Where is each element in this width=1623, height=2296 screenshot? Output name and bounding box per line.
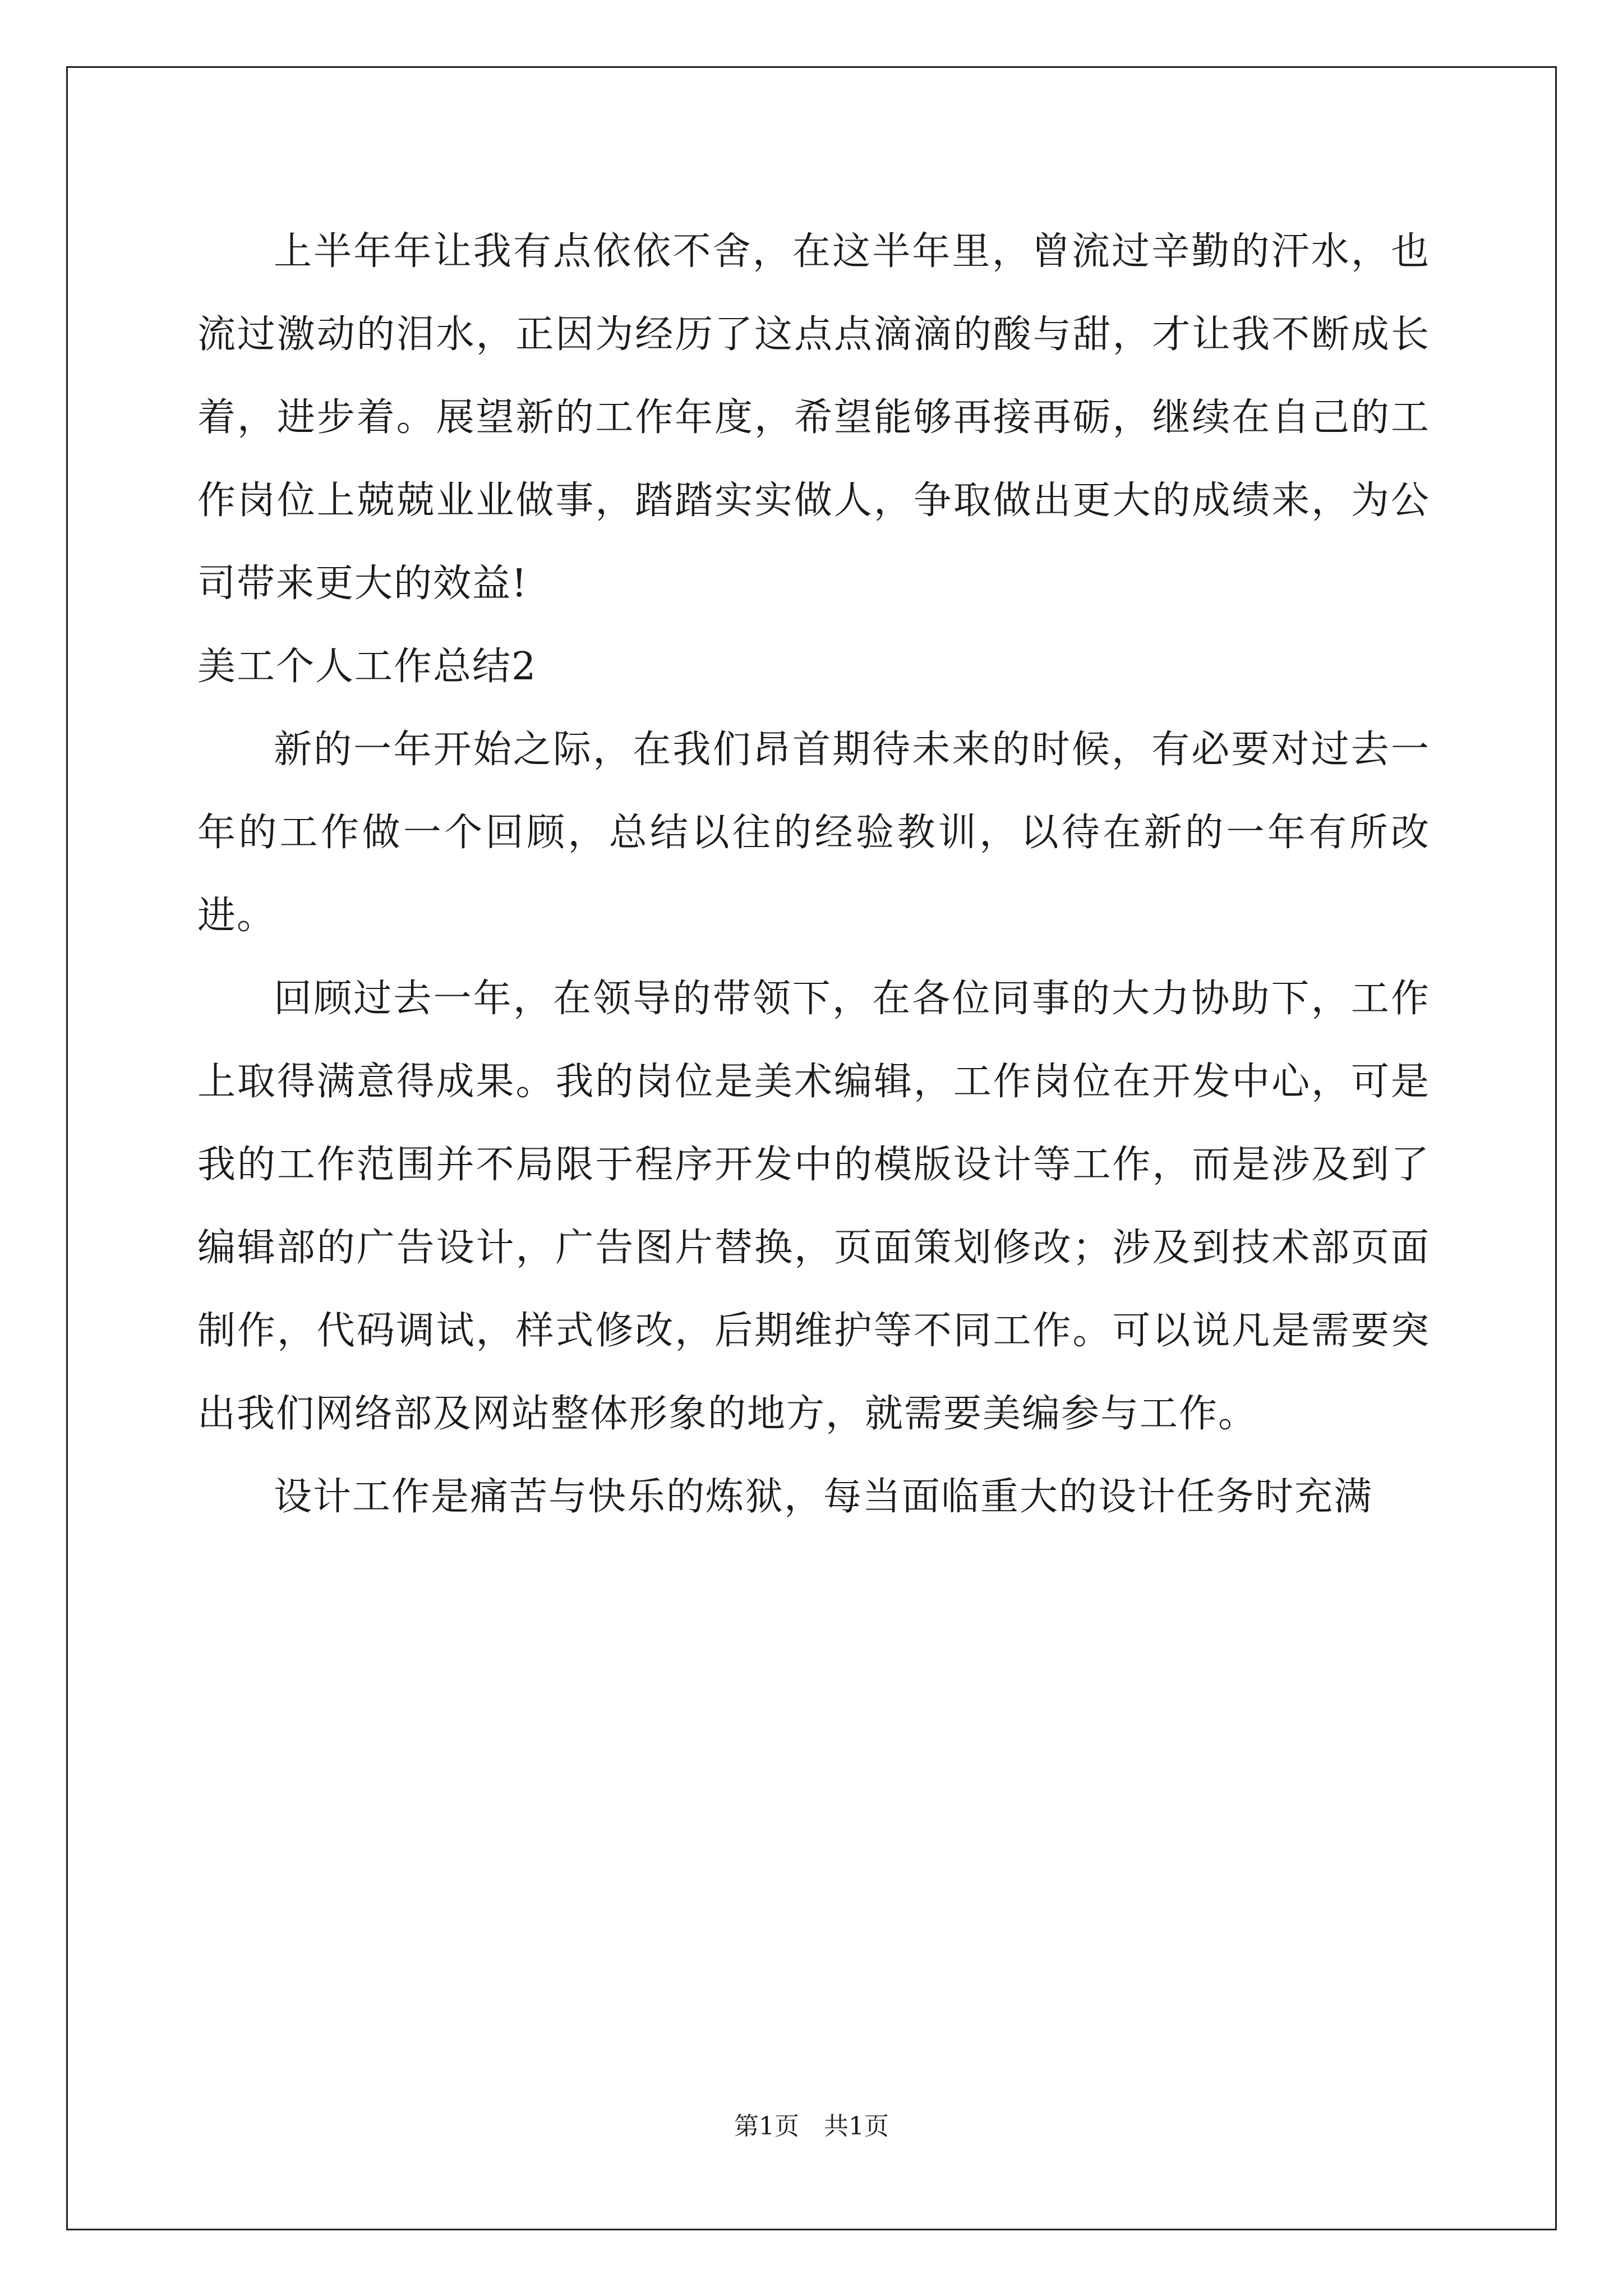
paragraph-1: 上半年年让我有点依依不舍，在这半年里，曾流过辛勤的汗水，也流过激动的泪水，正因为经历了这点点滴滴的酸与甜，才让我不断成长着，进步着。展望新的工作年度，希望能够再接再砺，继续在自己的工作岗位上兢兢业业做事，踏踏实实做人，争取做出更大的成绩来，为公司带来更大的效益!: [197, 229, 1430, 606]
document-body: [197, 210, 1430, 1539]
page-number-total: 共1页: [824, 2112, 889, 2141]
paragraph-2: 新的一年开始之际，在我们昂首期待未来的时候，有必要对过去一年的工作做一个回顾，总结以往的经验教训，以待在新的一年有所改进。: [197, 728, 1430, 938]
section-heading: 美工个人工作总结2: [197, 645, 537, 689]
paragraph-4: 设计工作是痛苦与快乐的炼狱，每当面临重大的设计任务时充满: [274, 1475, 1373, 1519]
page-footer: [0, 2106, 1623, 2142]
page-number-current: 第1页: [734, 2112, 799, 2141]
paragraph-3: 回顾过去一年，在领导的带领下，在各位同事的大力协助下，工作上取得满意得成果。我的岗位是美术编辑，工作岗位在开发中心，可是我的工作范围并不局限于程序开发中的模版设计等工作，而是涉及到了编辑部的广告设计，广告图片替换，页面策划修改；涉及到技术部页面制作，代码调试，样式修改，后期维护等不同工作。可以说凡是需要突出我们网络部及网站整体形象的地方，就需要美编参与工作。: [197, 977, 1430, 1436]
